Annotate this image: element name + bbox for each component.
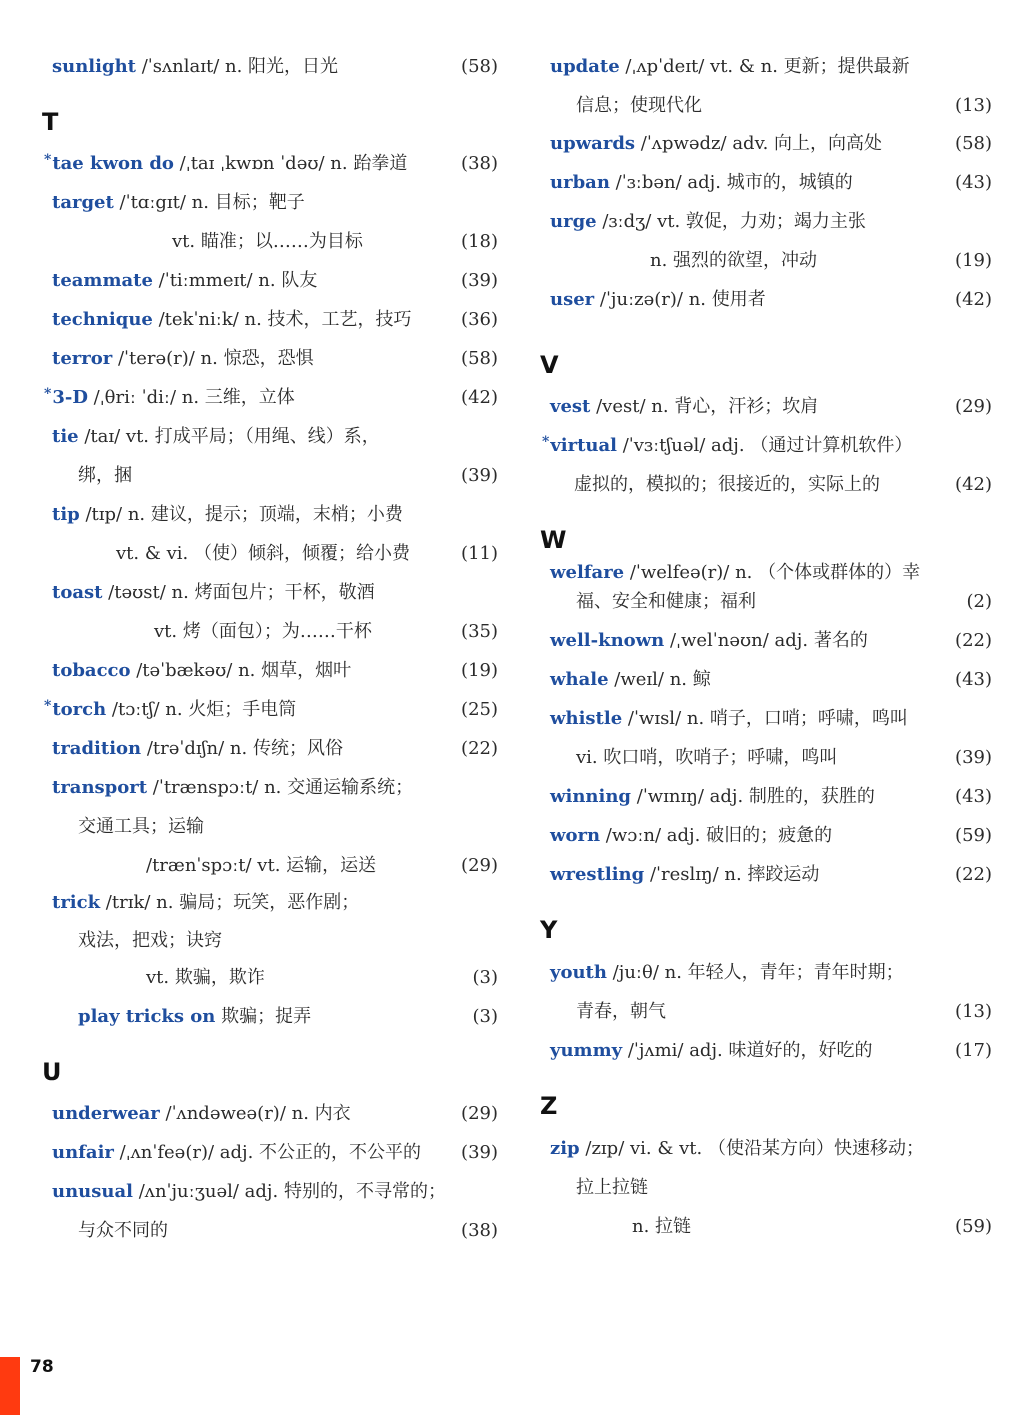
headword: play tricks on xyxy=(78,1006,216,1027)
definition-text: vt. 欺骗，欺诈 xyxy=(146,967,265,988)
unit-reference: (29) xyxy=(461,1103,498,1124)
definition-text: /ˌʌnˈfeə(r)/ adj. 不公正的，不公平的 xyxy=(113,1142,422,1163)
unit-reference: (11) xyxy=(461,543,498,564)
headword: sunlight xyxy=(52,56,136,77)
definition-text: /ˈtrænspɔːt/ n. 交通运输系统； xyxy=(147,777,414,798)
glossary-entry-line xyxy=(550,860,992,890)
definition-text: /ˌθriː ˈdiː/ n. 三维，立体 xyxy=(87,387,295,408)
headword: tae kwon do xyxy=(52,153,174,174)
headword: unfair xyxy=(52,1142,114,1163)
section-letter: Y xyxy=(540,916,558,944)
unit-reference: (58) xyxy=(955,133,992,154)
unit-reference: (42) xyxy=(461,387,498,408)
headword: well-known xyxy=(550,630,665,651)
definition-text: /ˈtɑːgɪt/ n. 目标；靶子 xyxy=(113,192,305,213)
glossary-entry-line xyxy=(550,1212,992,1242)
headword: unusual xyxy=(52,1181,133,1202)
glossary-entry-line xyxy=(550,782,992,812)
headword: toast xyxy=(52,582,103,603)
unit-reference: (29) xyxy=(955,396,992,417)
glossary-entry-line xyxy=(52,305,498,335)
headword: urban xyxy=(550,172,610,193)
glossary-entry-line xyxy=(52,812,498,842)
headword: welfare xyxy=(550,562,625,583)
unit-reference: (58) xyxy=(461,56,498,77)
headword: tradition xyxy=(52,738,142,759)
headword: urge xyxy=(550,211,597,232)
glossary-entry-line xyxy=(52,963,498,993)
headword: tip xyxy=(52,504,80,525)
definition-text: /vest/ n. 背心，汗衫；坎肩 xyxy=(590,396,819,417)
glossary-entry-line xyxy=(550,285,992,315)
headword: update xyxy=(550,56,620,77)
unit-reference: (39) xyxy=(461,1142,498,1163)
glossary-entry-line xyxy=(550,626,992,656)
definition-text: vt. 瞄准；以……为目标 xyxy=(172,231,363,252)
definition-text: /trɪk/ n. 骗局；玩笑，恶作剧； xyxy=(100,892,360,913)
headword: trick xyxy=(52,892,101,913)
definition-text: /tɔːtʃ/ n. 火炬；手电筒 xyxy=(106,699,297,720)
definition-text: /tɪp/ n. 建议，提示；顶端，末梢；小费 xyxy=(79,504,403,525)
definition-text: 福、安全和健康；福利 xyxy=(576,591,756,612)
glossary-entry-line xyxy=(52,617,498,647)
definition-text: /ˈreslɪŋ/ n. 摔跤运动 xyxy=(644,864,820,885)
definition-text: /ʌnˈjuːʒuəl/ adj. 特别的，不寻常的； xyxy=(132,1181,446,1202)
definition-text: /ˈwɪsl/ n. 哨子，口哨；呼啸，鸣叫 xyxy=(622,708,908,729)
unit-reference: (22) xyxy=(461,738,498,759)
glossary-entry-line xyxy=(52,1216,498,1246)
glossary-entry-line xyxy=(52,422,498,452)
definition-text: 绑，捆 xyxy=(78,465,132,486)
definition-text: /ˈsʌnlaɪt/ n. 阳光，日光 xyxy=(135,56,339,77)
glossary-entry-line xyxy=(44,695,498,725)
headword: yummy xyxy=(550,1040,623,1061)
headword: tobacco xyxy=(52,660,131,681)
definition-text: /ˌtaɪ ˌkwɒn ˈdəʊ/ n. 跆拳道 xyxy=(173,153,408,174)
unit-reference: (25) xyxy=(461,699,498,720)
glossary-entry-line xyxy=(52,1099,498,1129)
unit-reference: (58) xyxy=(461,348,498,369)
section-letter: U xyxy=(42,1058,62,1086)
definition-text: 戏法，把戏；诀窍 xyxy=(78,930,222,951)
headword: upwards xyxy=(550,133,636,154)
new-word-marker: * xyxy=(44,698,52,714)
section-letter: V xyxy=(540,351,559,379)
definition-text: /tekˈniːk/ n. 技术，工艺，技巧 xyxy=(152,309,412,330)
unit-reference: (29) xyxy=(461,855,498,876)
glossary-entry-line xyxy=(52,344,498,374)
unit-reference: (39) xyxy=(461,270,498,291)
glossary-entry-line xyxy=(550,1173,992,1203)
definition-text: /zɪp/ vi. & vt. （使沿某方向）快速移动； xyxy=(579,1138,924,1159)
unit-reference: (42) xyxy=(955,289,992,310)
unit-reference: (13) xyxy=(955,95,992,116)
headword: vest xyxy=(550,396,591,417)
glossary-entry-line xyxy=(550,129,992,159)
unit-reference: (3) xyxy=(472,1006,498,1027)
page-edge-tab xyxy=(0,1357,20,1415)
glossary-entry-line xyxy=(52,888,498,918)
definition-text: /weɪl/ n. 鲸 xyxy=(608,669,711,690)
section-letter: Z xyxy=(540,1092,558,1120)
glossary-entry-line xyxy=(52,851,498,881)
unit-reference: (42) xyxy=(955,474,992,495)
headword: torch xyxy=(52,699,107,720)
definition-text: 青春，朝气 xyxy=(576,1001,666,1022)
headword: youth xyxy=(550,962,607,983)
definition-text: vt. 烤（面包）；为……干杯 xyxy=(154,621,372,642)
unit-reference: (19) xyxy=(461,660,498,681)
glossary-entry-line xyxy=(52,539,498,569)
definition-text: /ˈjʌmi/ adj. 味道好的，好吃的 xyxy=(622,1040,873,1061)
glossary-entry-line xyxy=(550,470,992,500)
glossary-entry-line xyxy=(52,926,498,956)
glossary-entry-line xyxy=(550,743,992,773)
unit-reference: (22) xyxy=(955,630,992,651)
definition-text: /ˈtiːmmeɪt/ n. 队友 xyxy=(152,270,318,291)
definition-text: /təˈbækəʊ/ n. 烟草，烟叶 xyxy=(130,660,352,681)
headword: technique xyxy=(52,309,153,330)
definition-text: /ˈɜːbən/ adj. 城市的，城镇的 xyxy=(609,172,853,193)
glossary-entry-line xyxy=(550,246,992,276)
unit-reference: (59) xyxy=(955,1216,992,1237)
definition-text: 与众不同的 xyxy=(78,1220,168,1241)
glossary-entry-line xyxy=(550,958,992,988)
glossary-entry-line xyxy=(52,773,498,803)
glossary-entry-line xyxy=(550,91,992,121)
headword: winning xyxy=(550,786,632,807)
definition-text: /ɜːdʒ/ vt. 敦促，力劝；竭力主张 xyxy=(596,211,866,232)
unit-reference: (38) xyxy=(461,1220,498,1241)
glossary-entry-line xyxy=(52,500,498,530)
definition-text: 交通工具；运输 xyxy=(78,816,204,837)
glossary-entry-line xyxy=(52,1138,498,1168)
definition-text: /taɪ/ vt. 打成平局；（用绳、线）系， xyxy=(78,426,380,447)
definition-text: /ˈʌndəweə(r)/ n. 内衣 xyxy=(159,1103,351,1124)
glossary-entry-line xyxy=(52,52,498,82)
headword: teammate xyxy=(52,270,153,291)
definition-text: /wɔːn/ adj. 破旧的；疲惫的 xyxy=(600,825,833,846)
definition-text: 欺骗；捉弄 xyxy=(215,1006,312,1027)
unit-reference: (36) xyxy=(461,309,498,330)
headword: target xyxy=(52,192,114,213)
definition-text: /ˈwelfeə(r)/ n. （个体或群体的）幸 xyxy=(624,562,921,583)
unit-reference: (38) xyxy=(461,153,498,174)
glossary-entry-line xyxy=(550,558,992,588)
definition-text: /ˈʌpwədz/ adv. 向上，向高处 xyxy=(635,133,883,154)
unit-reference: (39) xyxy=(461,465,498,486)
headword: underwear xyxy=(52,1103,160,1124)
definition-text: /juːθ/ n. 年轻人，青年；青年时期； xyxy=(606,962,904,983)
glossary-entry-line xyxy=(550,1036,992,1066)
unit-reference: (43) xyxy=(955,786,992,807)
definition-text: /təʊst/ n. 烤面包片；干杯，敬酒 xyxy=(102,582,375,603)
headword: whale xyxy=(550,669,609,690)
definition-text: n. 拉链 xyxy=(632,1216,692,1237)
new-word-marker: * xyxy=(44,386,52,402)
unit-reference: (2) xyxy=(966,591,992,612)
definition-text: /ˌʌpˈdeɪt/ vt. & n. 更新；提供最新 xyxy=(619,56,910,77)
definition-text: vi. 吹口哨，吹哨子；呼啸，鸣叫 xyxy=(576,747,838,768)
unit-reference: (39) xyxy=(955,747,992,768)
glossary-entry-line xyxy=(550,52,992,82)
headword: wrestling xyxy=(550,864,645,885)
glossary-entry-line xyxy=(52,188,498,218)
unit-reference: (59) xyxy=(955,825,992,846)
glossary-entry-line xyxy=(550,392,992,422)
unit-reference: (22) xyxy=(955,864,992,885)
glossary-entry-line xyxy=(52,266,498,296)
glossary-entry-line xyxy=(44,149,498,179)
headword: tie xyxy=(52,426,79,447)
glossary-entry-line xyxy=(550,704,992,734)
definition-text: 信息；使现代化 xyxy=(576,95,702,116)
definition-text: /trəˈdɪʃn/ n. 传统；风俗 xyxy=(141,738,343,759)
glossary-entry-line xyxy=(52,656,498,686)
definition-text: 拉上拉链 xyxy=(576,1177,648,1198)
glossary-entry-line xyxy=(52,734,498,764)
unit-reference: (13) xyxy=(955,1001,992,1022)
new-word-marker: * xyxy=(44,152,52,168)
headword: worn xyxy=(550,825,601,846)
glossary-entry-line xyxy=(542,431,992,461)
definition-text: /trænˈspɔːt/ vt. 运输，运送 xyxy=(146,855,377,876)
glossary-entry-line xyxy=(52,578,498,608)
headword: virtual xyxy=(550,435,618,456)
headword: terror xyxy=(52,348,113,369)
definition-text: n. 强烈的欲望，冲动 xyxy=(650,250,818,271)
unit-reference: (35) xyxy=(461,621,498,642)
definition-text: /ˈvɜːtʃuəl/ adj. （通过计算机软件） xyxy=(617,435,913,456)
new-word-marker: * xyxy=(542,434,550,450)
section-letter: W xyxy=(540,526,567,554)
glossary-entry-line xyxy=(550,207,992,237)
definition-text: vt. & vi. （使）倾斜，倾覆；给小费 xyxy=(116,543,410,564)
unit-reference: (43) xyxy=(955,669,992,690)
unit-reference: (17) xyxy=(955,1040,992,1061)
unit-reference: (19) xyxy=(955,250,992,271)
definition-text: /ˌwelˈnəʊn/ adj. 著名的 xyxy=(664,630,868,651)
definition-text: /ˈterə(r)/ n. 惊恐，恐惧 xyxy=(112,348,314,369)
glossary-entry-line xyxy=(52,1002,498,1032)
glossary-entry-line xyxy=(52,461,498,491)
headword: whistle xyxy=(550,708,623,729)
glossary-entry-line xyxy=(550,587,992,617)
headword: 3-D xyxy=(52,387,88,408)
headword: user xyxy=(550,289,595,310)
glossary-entry-line xyxy=(550,168,992,198)
section-letter: T xyxy=(42,108,59,136)
headword: zip xyxy=(550,1138,580,1159)
glossary-entry-line xyxy=(52,1177,498,1207)
definition-text: /ˈwɪnɪŋ/ adj. 制胜的，获胜的 xyxy=(631,786,875,807)
glossary-entry-line xyxy=(52,227,498,257)
definition-text: /ˈjuːzə(r)/ n. 使用者 xyxy=(594,289,766,310)
unit-reference: (43) xyxy=(955,172,992,193)
headword: transport xyxy=(52,777,148,798)
glossary-entry-line xyxy=(550,665,992,695)
glossary-entry-line xyxy=(550,1134,992,1164)
glossary-entry-line xyxy=(550,821,992,851)
unit-reference: (3) xyxy=(472,967,498,988)
page-number: 78 xyxy=(30,1357,54,1377)
definition-text: 虚拟的，模拟的；很接近的，实际上的 xyxy=(574,474,880,495)
unit-reference: (18) xyxy=(461,231,498,252)
glossary-entry-line xyxy=(550,997,992,1027)
glossary-entry-line xyxy=(44,383,498,413)
